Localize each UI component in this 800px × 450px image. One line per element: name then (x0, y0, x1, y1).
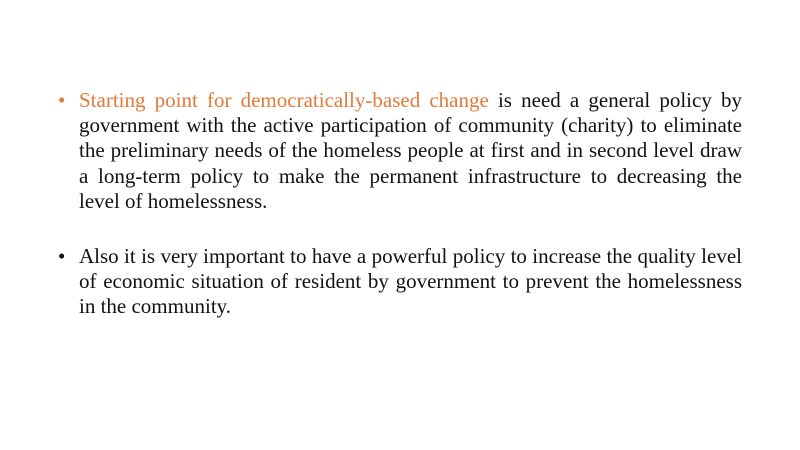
bullet-text: is need a general policy by government with the active participation of community (charity) to eliminate the preliminary needs of the homeless people at first and in second level draw a long-term policy to make the permanent infrastructure to decreasing the level of homelessness. (79, 88, 742, 213)
bullet-item-1 (58, 88, 742, 214)
bullet-list (58, 88, 742, 320)
bullet-text: Also it is very important to have a powerful policy to increase the quality level of economic situation of resident by government to prevent the homelessness in the community. (79, 244, 742, 319)
bullet-marker: • (58, 244, 66, 269)
bullet-marker: • (58, 88, 66, 112)
bullet-item-2 (58, 244, 742, 320)
highlighted-phrase: Starting point for democratically-based change (79, 88, 489, 112)
